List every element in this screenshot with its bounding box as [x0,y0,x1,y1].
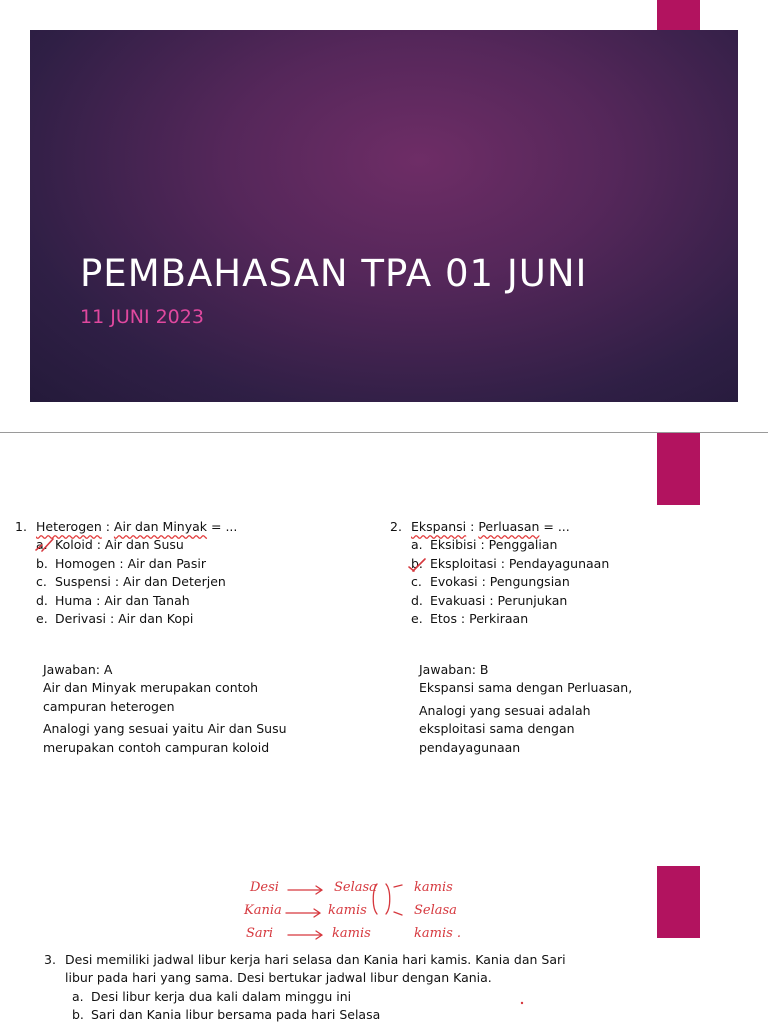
option-b: b. Sari dan Kania libur bersama pada hari Selasa [72,1007,381,1023]
slide-title: PEMBAHASAN TPA 01 JUNI [80,252,588,295]
option-a: a. Eksibisi : Penggalian [411,537,558,553]
stem-term: Ekspansi [411,519,467,534]
note-day: kamis [414,880,453,895]
option-a: a. Koloid : Air dan Susu [36,537,184,553]
note-day: kamis [332,926,371,941]
option-a: a. Desi libur kerja dua kali dalam minggu ini [72,988,352,1004]
option-e: e. Derivasi : Air dan Kopi [36,611,194,627]
question-number: 3. [44,952,56,967]
question-2-stem: 2. Ekspansi : Perluasan = ... [390,518,609,536]
answer-explanation: Analogi yang sesuai yaitu Air dan Susu merupakan contoh campuran koloid [43,721,287,755]
answer-explanation: Air dan Minyak merupakan contoh campuran heterogen [43,680,259,714]
question-1-stem: 1. Heterogen : Air dan Minyak = ... [15,518,237,536]
note-day: kamis [328,903,367,918]
option-d: d. Evakuasi : Perunjukan [411,592,568,608]
option-d: d. Huma : Air dan Tanah [36,592,190,608]
question-number: 2. [390,519,402,534]
question-number: 1. [15,519,27,534]
stem-term: Heterogen [36,519,102,534]
stem-pair: Perluasan [478,519,540,534]
question-3 [44,951,566,1025]
answer-explanation: Analogi yang sesuai adalah eksploitasi sama dengan pendayagunaan [419,702,591,755]
question-3-stem-cont: libur pada hari yang sama. Desi bertukar jadwal libur dengan Kania. [65,970,492,986]
slide-subtitle: 11 JUNI 2023 [80,306,204,328]
note-name: Desi [250,880,279,895]
question-3-options [72,988,566,1025]
option-b: b. Homogen : Air dan Pasir [36,555,206,571]
note-name: Sari [246,926,274,941]
question-3-stem: 3. Desi memiliki jadwal libur kerja hari selasa dan Kania hari kamis. Kania dan Sari [44,951,566,969]
option-c: c. Evokasi : Pengungsian [411,574,570,590]
option-e: e. Etos : Perkiraan [411,611,529,627]
note-name: Kania [244,903,282,918]
note-day: kamis . [414,926,462,941]
note-day: Selasa [334,880,377,895]
answer-label: Jawaban: B [419,662,489,677]
option-b: b. Eksploitasi : Pendayagunaan [411,555,610,571]
note-day: Selasa [414,903,457,918]
answer-explanation: Ekspansi sama dengan Perluasan, [419,680,633,696]
answer-label: Jawaban: A [43,662,113,677]
stem-pair: Air dan Minyak [113,519,208,534]
option-c: c. Suspensi : Air dan Deterjen [36,574,226,590]
